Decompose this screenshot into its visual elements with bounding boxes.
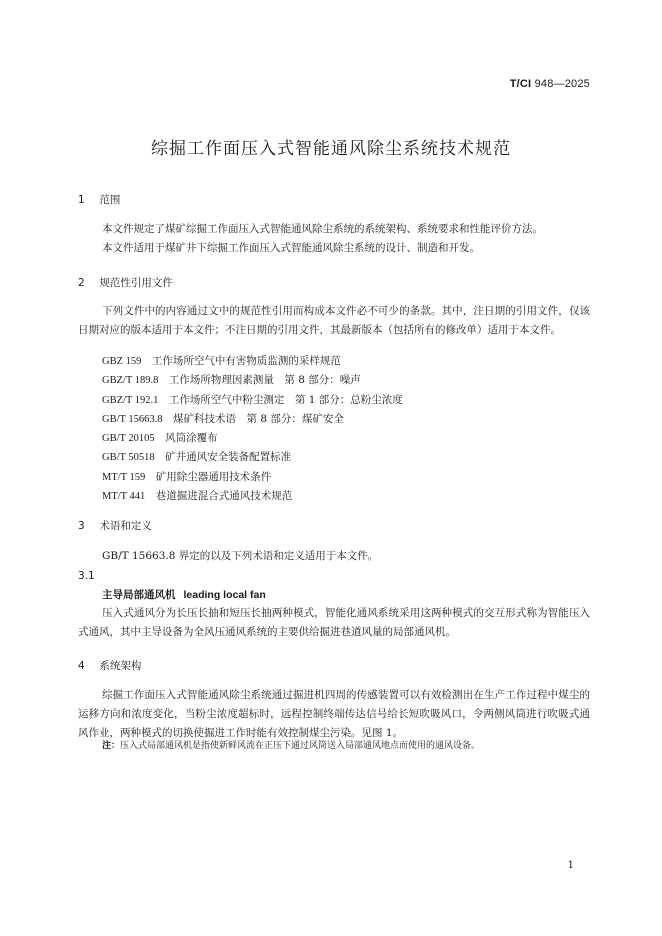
reference-item	[102, 449, 403, 468]
standard-code-prefix: T/CI	[509, 78, 532, 90]
section-number: 2	[78, 277, 85, 289]
standard-code-number: 948—2025	[534, 78, 590, 90]
standard-code	[510, 78, 590, 90]
note-label: 注：	[102, 741, 121, 751]
reference-code: MT/T 441	[102, 491, 146, 503]
section-4-heading	[78, 658, 141, 673]
reference-item	[102, 488, 403, 507]
section-title: 范围	[99, 194, 121, 206]
term-english: leading local fan	[183, 589, 266, 601]
reference-code: GB/T 15663.8	[102, 413, 163, 425]
reference-name: 风筒涂覆布	[165, 432, 218, 445]
reference-name: 矿井通风安全装备配置标准	[165, 451, 292, 464]
reference-item	[102, 392, 403, 411]
reference-code: MT/T 159	[102, 471, 146, 483]
section-3-heading	[78, 518, 152, 533]
note	[102, 738, 480, 751]
term-definition: 压入式通风分为长压长抽和短压长抽两种模式，智能化通风系统采用这两种模式的交互形式称为智能压入式通风，其中主导设备为全风压通风系统的主要供给掘进巷道风量的局部通风机。	[78, 607, 590, 638]
reference-name: 煤矿科技术语 第 8 部分：煤矿安全	[172, 412, 344, 425]
reference-code: GB/T 50518	[102, 452, 155, 464]
term-chinese: 主导局部通风机	[102, 589, 176, 601]
reference-code: GBZ/T 192.1	[102, 394, 159, 406]
section-1-heading	[78, 192, 120, 207]
reference-item	[102, 353, 403, 372]
reference-name: 矿用除尘器通用技术条件	[155, 470, 272, 483]
reference-code: GBZ 159	[102, 356, 142, 367]
section-number: 1	[78, 194, 85, 206]
reference-list	[102, 353, 403, 507]
reference-item	[102, 430, 403, 449]
reference-code: GB/T 20105	[102, 433, 155, 445]
reference-name: 巷道掘进混合式通风技术规范	[155, 490, 293, 503]
document-title: 综掘工作面压入式智能通风除尘系统技术规范	[151, 139, 511, 159]
section-2-heading	[78, 275, 173, 290]
reference-name: 工作场所空气中粉尘测定 第 1 部分：总粉尘浓度	[168, 393, 403, 406]
term-heading	[102, 587, 266, 602]
reference-name: 工作场所物理因素测量 第 8 部分：噪声	[168, 374, 361, 387]
reference-code: GBZ/T 189.8	[102, 375, 159, 387]
section-title: 规范性引用文件	[99, 277, 173, 289]
section-title: 系统架构	[99, 660, 142, 672]
reference-name: 工作场所空气中有害物质监测的采样规范	[151, 355, 341, 367]
reference-item	[102, 372, 403, 391]
reference-item	[102, 469, 403, 488]
reference-item	[102, 411, 403, 430]
section-2-paragraph-1: 下列文件中的内容通过文中的规范性引用而构成本文件必不可少的条款。其中，注日期的引用文件，仅该日期对应的版本适用于本文件；不注日期的引用文件，其最新版本（包括所有的修改单）适用于本文件。	[78, 305, 590, 336]
section-1-paragraph-2: 本文件适用于煤矿井下综掘工作面压入式智能通风除尘系统的设计、制造和开发。	[102, 242, 480, 254]
section-number: 4	[78, 660, 85, 672]
term-number: 3.1	[78, 570, 95, 582]
page-number: 1	[567, 860, 574, 871]
section-title: 术语和定义	[99, 520, 152, 532]
section-3-paragraph-1: GB/T 15663.8 界定的以及下列术语和定义适用于本文件。	[102, 550, 379, 562]
note-text: 压入式局部通风机是指使新鲜风流在正压下通过风筒送入局部通风地点而使用的通风设备。	[120, 741, 481, 751]
section-number: 3	[78, 520, 85, 532]
section-4-paragraph-1: 综掘工作面压入式智能通风除尘系统通过掘进机四周的传感装置可以有效检测出在生产工作过程中煤尘的运移方向和浓度变化，当粉尘浓度超标时，远程控制终端传达信号给长短吹吸风口，令两侧风筒进行吹吸式通风作业，两种模式的切换使掘进工作时能有效控制煤尘污染。见图 1。	[78, 689, 590, 739]
section-1-paragraph-1: 本文件规定了煤矿综掘工作面压入式智能通风除尘系统的系统架构、系统要求和性能评价方法。	[102, 223, 543, 235]
